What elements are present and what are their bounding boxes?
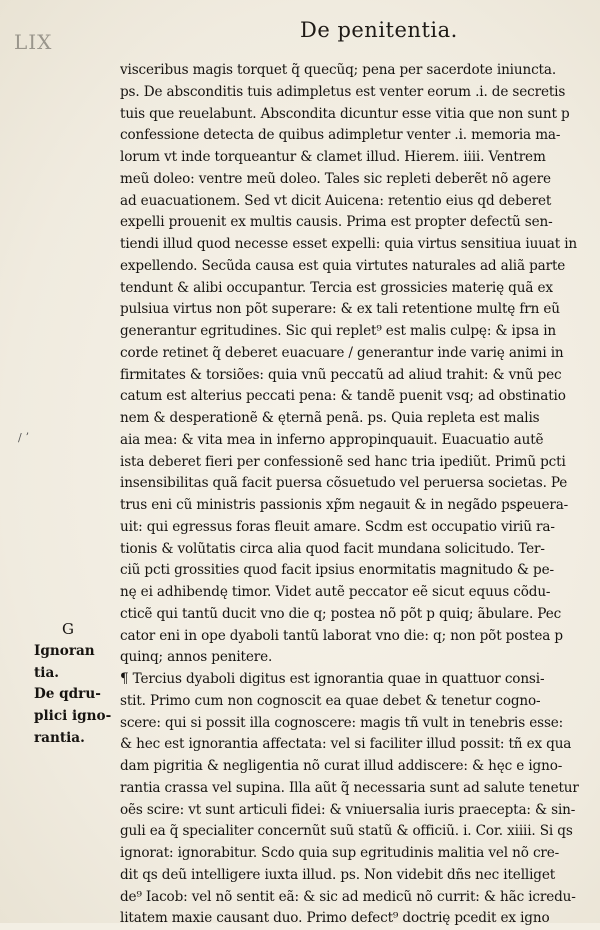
text-line: tendunt & alibi occupantur. Tercia est grossicies materię quã ex	[120, 279, 553, 296]
text-line: confessione detecta de quibus adimpletur venter .i. memoria ma-	[120, 127, 561, 144]
text-line: firmitates & torsiões: quia vnũ peccatũ ad aliud trahit: & vnũ pec	[120, 366, 562, 383]
text-line: & hec est ignorantia affectata: vel si faciliter illud possit: tñ ex qua	[120, 736, 572, 753]
text-line: catum est alterius peccati pena: & tandẽ puenit vsq; ad obstinatio	[120, 388, 566, 405]
text-line: ad euacuationem. Sed vt dicit Auicena: retentio eius qd deberet	[120, 192, 552, 209]
text-line: quinq; annos penitere.	[120, 649, 273, 666]
text-line: generantur egritudines. Sic qui replet⁹ est malis culpę: & ipsa in	[120, 323, 557, 339]
body-text-block	[120, 60, 592, 930]
text-line: lorum vt inde torqueantur & clamet illud. Hierem. iiii. Ventrem	[120, 149, 546, 165]
text-line: tuis que reuelabunt. Abscondita dicuntur esse vitia que non sunt p	[120, 105, 570, 122]
text-line: de⁹ Iacob: vel nõ sentit eã: & sic ad medicũ nõ currit: & hãc icredu-	[120, 888, 576, 905]
text-line: insensibilitas quã facit puersa cõsuetudo vel peruersa societas. Pe	[120, 475, 568, 492]
text-line: trus eni cũ ministris passionis xp̃m negauit & in negãdo psꝑeuera-	[120, 497, 569, 513]
text-line: rantia crassa vel supina. Illa aũt q̃ necessaria sunt ad salute tenetur	[120, 779, 579, 796]
folio-number: LIX	[14, 30, 53, 54]
margin-note-line: De qdru-	[34, 686, 101, 703]
text-line: oẽs scire: vt sunt articuli fidei: & vniuersalia iuris praecepta: & sin-	[120, 801, 576, 818]
text-line: ps. De absconditis tuis adimpletus est venter eorum .i. de secretis	[120, 83, 566, 100]
text-line: tiendi illud quod necesse esset expelli: quia virtus sensitiua iuuat in	[120, 236, 578, 252]
text-line: scere: qui si possit illa cognoscere: magis tñ vult in tenebris esse:	[120, 714, 564, 731]
margin-note-line: plici igno-	[34, 708, 112, 724]
text-line: dam pigritia & negligentia nõ curat illud addiscere: & hęc e igno-	[120, 758, 563, 774]
text-line: cator eni in ope dyaboli tantũ laborat vno die: q; non põt postea p	[120, 627, 563, 644]
marginal-notes	[34, 619, 120, 750]
text-line: uit: qui egressus foras fleuit amare. Scdm est occupatio viriũ ra-	[120, 518, 555, 535]
text-line: aia mea: & vita mea in inferno appropinquauit. Euacuatio autẽ	[120, 431, 544, 448]
text-line: expellendo. Secũda causa est quia virtutes naturales ad aliã parte	[120, 257, 566, 274]
text-line: ignorat: ignorabitur. Scdo quia sup egritudinis malitia vel nõ cre-	[120, 845, 560, 861]
text-line: stit. Primo cum non cognoscit ea quae debet & tenetur cogno-	[120, 692, 541, 709]
text-line: litatem maxie causant duo. Primo defect⁹ doctrię pcedit ex igno	[120, 910, 550, 927]
text-line: guli ea q̃ specialiter concernũt suũ statũ & officiũ. i. Cor. xiiii. Si qs	[120, 823, 573, 840]
text-line: expelli prouenit ex multis causis. Prima est propter defectũ sen-	[120, 214, 553, 231]
text-line: visceribus magis torquet q̃ quecũq; pena per sacerdote iniuncta.	[120, 62, 556, 78]
section-letter: G	[62, 620, 74, 638]
text-line: ¶ Tercius dyaboli digitus est ignorantia quae in quattuor consi-	[120, 671, 545, 687]
margin-note-line: rantia.	[34, 729, 85, 746]
running-head: De penitentia.	[300, 18, 458, 42]
text-line: tionis & volũtatis circa alia quod facit mundana solicitudo. Ter-	[120, 540, 545, 557]
text-line: meũ doleo: ventre meũ doleo. Tales sic repleti deberẽt nõ agere	[120, 170, 551, 187]
text-line: pulsiua virtus non põt superare: & ex tali retentione multę frn eũ	[120, 301, 560, 318]
text-line: ciũ pcti grossities quod facit ipsius enormitatis magnitudo & pe-	[120, 562, 554, 579]
margin-note-line: Ignoran	[34, 642, 95, 659]
margin-note-line: tia.	[34, 664, 59, 681]
text-line: nę ei adhibendę timor. Videt autẽ peccator eẽ sicut equus cõdu-	[120, 584, 551, 600]
text-line: nem & desperationẽ & ęternã penã. ps. Quia repleta est malis	[120, 410, 540, 426]
text-line: ista deberet fieri per confessionẽ sed hanc tria ipediũt. Primũ pcti	[120, 453, 566, 470]
text-line: corde retinet q̃ deberet euacuare / generantur inde varię animi in	[120, 344, 564, 361]
stray-marginal-mark: / ʼ	[18, 431, 29, 444]
text-line: cticẽ qui tantũ ducit vno die q; postea nõ põt p quiq; ãbulare. Pec	[120, 605, 562, 622]
text-line: dit qs deũ intelligere iuxta illud. ps. Non videbit dñs nec itelliget	[120, 866, 556, 883]
